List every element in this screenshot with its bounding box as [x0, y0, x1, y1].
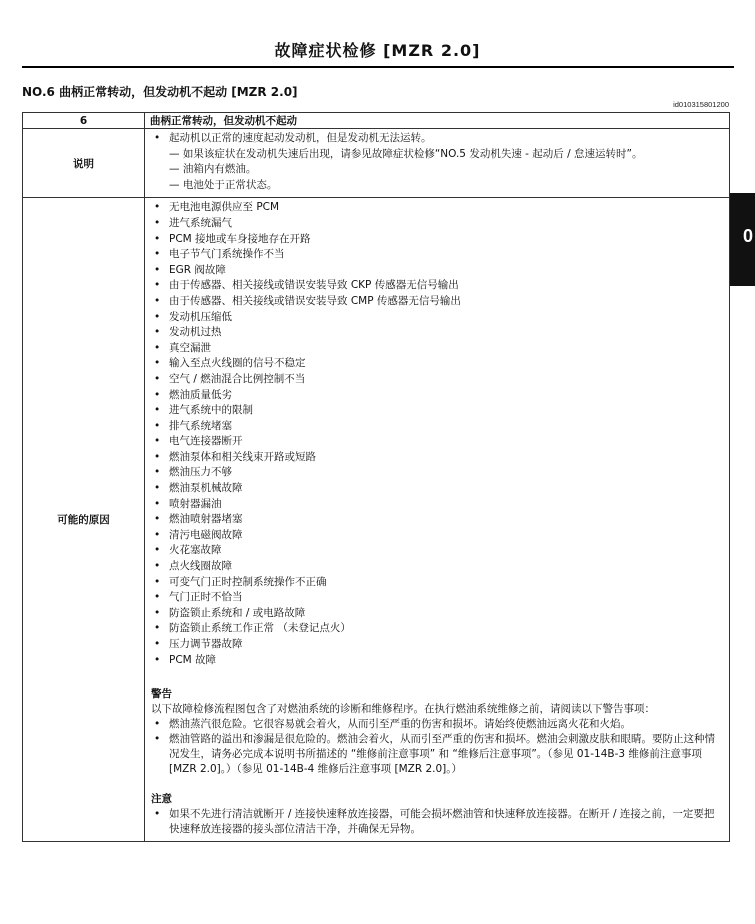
cause-item-text: 由于传感器、相关接线或错误安装导致 CKP 传感器无信号输出 [169, 279, 459, 292]
cause-item-text: 防盗锁止系统工作正常 （未登记点火） [169, 622, 351, 635]
cause-item [151, 200, 723, 216]
bullet-icon: • [154, 497, 161, 510]
bullet-icon: • [154, 132, 161, 144]
bullet-icon: • [154, 560, 161, 573]
description-content [145, 129, 730, 198]
title-divider [22, 66, 734, 68]
bullet-icon: • [154, 591, 161, 604]
causes-row [23, 198, 730, 842]
cause-item [151, 575, 723, 591]
cause-item-text: 电气连接器断开 [169, 435, 243, 448]
cause-item [151, 310, 723, 326]
cause-item-text: 电子节气门系统操作不当 [169, 248, 285, 261]
bullet-icon: • [154, 466, 161, 479]
cause-item-text: 燃油质量低劣 [169, 388, 232, 401]
cause-item [151, 403, 723, 419]
bullet-icon: • [154, 201, 161, 214]
bullet-icon: • [154, 435, 161, 448]
bullet-icon: • [154, 388, 161, 401]
bullet-icon: • [154, 653, 161, 666]
cause-item-text: 点火线圈故障 [169, 560, 232, 573]
cause-item-text: 由于传感器、相关接线或错误安装导致 CMP 传感器无信号输出 [169, 294, 461, 307]
cause-item [151, 294, 723, 310]
description-dash-line: — 如果该症状在发动机失速后出现，请参见故障症状检修“NO.5 发动机失速 - 起动后 / 怠速运转时”。 [169, 147, 643, 160]
warning-item-text: 燃油蒸汽很危险。它很容易就会着火，从而引至严重的伤害和损坏。请始终使燃油远离火花和火焰。 [169, 718, 631, 731]
cause-item-text: EGR 阀故障 [169, 263, 226, 276]
cause-item-text: 进气系统中的限制 [169, 404, 253, 417]
cause-item-text: 防盗锁止系统和 / 或电路故障 [169, 606, 306, 619]
cause-item [151, 356, 723, 372]
description-label: 说明 [23, 129, 145, 198]
symptom-title: 曲柄正常转动，但发动机不起动 [145, 113, 730, 129]
cause-item-text: 发动机压缩低 [169, 310, 232, 323]
cause-item [151, 325, 723, 341]
cause-item [151, 528, 723, 544]
bullet-icon: • [154, 718, 161, 731]
bullet-icon: • [154, 404, 161, 417]
bullet-icon: • [154, 294, 161, 307]
description-row [23, 129, 730, 198]
bullet-icon: • [154, 372, 161, 385]
warning-item [151, 732, 723, 777]
cause-item [151, 637, 723, 653]
page-title: 故障症状检修 [MZR 2.0] [274, 41, 481, 60]
note-item [151, 807, 723, 837]
bullet-icon: • [154, 326, 161, 339]
cause-item-text: 气门正时不恰当 [169, 591, 243, 604]
bullet-icon: • [154, 622, 161, 635]
cause-item [151, 247, 723, 263]
section-heading: NO.6 曲柄正常转动，但发动机不起动 [MZR 2.0] [22, 85, 298, 99]
bullet-icon: • [154, 575, 161, 588]
bullet-icon: • [154, 279, 161, 292]
bullet-icon: • [154, 263, 161, 276]
cause-item-text: 输入至点火线圈的信号不稳定 [169, 357, 306, 370]
cause-item [151, 419, 723, 435]
cause-item [151, 621, 723, 637]
bullet-icon: • [154, 606, 161, 619]
cause-item [151, 512, 723, 528]
cause-item-text: 压力调节器故障 [169, 638, 243, 650]
cause-item [151, 450, 723, 466]
cause-item [151, 606, 723, 622]
causes-content [145, 198, 730, 842]
description-dash-line: — 油箱内有燃油。 [169, 163, 257, 176]
warning-item [151, 717, 723, 732]
document-id: id010315801200 [673, 100, 729, 109]
bullet-icon: • [154, 528, 161, 541]
cause-item [151, 653, 723, 669]
symptom-table [22, 112, 730, 842]
cause-item-text: 燃油泵机械故障 [169, 482, 243, 495]
cause-item-text: PCM 故障 [169, 653, 217, 666]
cause-item [151, 388, 723, 404]
cause-item [151, 263, 723, 279]
bullet-icon: • [154, 638, 161, 650]
cause-item-text: 火花塞故障 [169, 544, 222, 557]
description-bullet [151, 131, 723, 147]
bullet-icon: • [154, 482, 161, 495]
cause-item-text: 清污电磁阀故障 [169, 528, 243, 541]
cause-item-text: 可变气门正时控制系统操作不正确 [169, 575, 327, 588]
bullet-icon: • [154, 450, 161, 463]
bullet-icon: • [154, 513, 161, 526]
cause-item [151, 372, 723, 388]
cause-item [151, 341, 723, 357]
bullet-icon: • [154, 216, 161, 229]
bullet-icon: • [154, 808, 161, 821]
cause-item [151, 465, 723, 481]
cause-item-text: 喷射器漏油 [169, 497, 222, 510]
bullet-icon: • [154, 733, 161, 746]
cause-item [151, 497, 723, 513]
symptom-number: 6 [23, 113, 145, 129]
causes-label: 可能的原因 [23, 198, 145, 842]
cause-item-text: 发动机过热 [169, 326, 222, 339]
cause-item-text: 燃油压力不够 [169, 466, 232, 479]
warning-title: 警告 [151, 688, 172, 701]
cause-item-text: 排气系统堵塞 [169, 419, 232, 432]
cause-item [151, 543, 723, 559]
cause-item-text: 空气 / 燃油混合比例控制不当 [169, 372, 306, 385]
bullet-icon: • [154, 232, 161, 245]
bullet-icon: • [154, 341, 161, 354]
bullet-icon: • [154, 248, 161, 261]
cause-list [151, 200, 723, 668]
description-bullet-text: 起动机以正常的速度起动发动机，但是发动机无法运转。 [169, 132, 432, 144]
bullet-icon: • [154, 544, 161, 557]
bullet-icon: • [154, 357, 161, 370]
description-dash-line: — 电池处于正常状态。 [169, 178, 278, 191]
cause-item-text: 燃油喷射器堵塞 [169, 513, 243, 526]
note-title: 注意 [151, 793, 172, 806]
cause-item-text: 无电池电源供应至 PCM [169, 201, 280, 214]
bullet-icon: • [154, 310, 161, 323]
table-header-row [23, 113, 730, 129]
cause-item-text: PCM 接地或车身接地存在开路 [169, 232, 311, 245]
cause-item-text: 燃油泵体和相关线束开路或短路 [169, 450, 316, 463]
section-side-tab: 0 [730, 193, 755, 286]
note-item-text: 如果不先进行清洁就断开 / 连接快速释放连接器，可能会损坏燃油管和快速释放连接器。在断开 / 连接之前，一定要把快速释放连接器的接头部位清洁干净，并确保无异物。 [169, 808, 715, 836]
cause-item-text: 真空漏泄 [169, 341, 211, 354]
warning-item-text: 燃油管路的溢出和渗漏是很危险的。燃油会着火，从而引至严重的伤害和损坏。燃油会刺激皮肤和眼睛。要防止这种情况发生，请务必完成本说明书所描述的 “维修前注意事项” 和 “维修后注意事项”。（参见 01-14B-3 维修前注意事项 [MZR 2.0]。）（参见 01-14B-4 维修后注意事项 [MZR 2.0]。） [169, 733, 715, 776]
warning-intro: 以下故障检修流程图包含了对燃油系统的诊断和维修程序。在执行燃油系统维修之前，请阅读以下警告事项： [151, 703, 655, 716]
cause-item-text: 进气系统漏气 [169, 216, 232, 229]
cause-item [151, 559, 723, 575]
cause-item [151, 232, 723, 248]
cause-item [151, 590, 723, 606]
cause-item [151, 481, 723, 497]
cause-item [151, 216, 723, 232]
bullet-icon: • [154, 419, 161, 432]
cause-item [151, 434, 723, 450]
cause-item [151, 278, 723, 294]
